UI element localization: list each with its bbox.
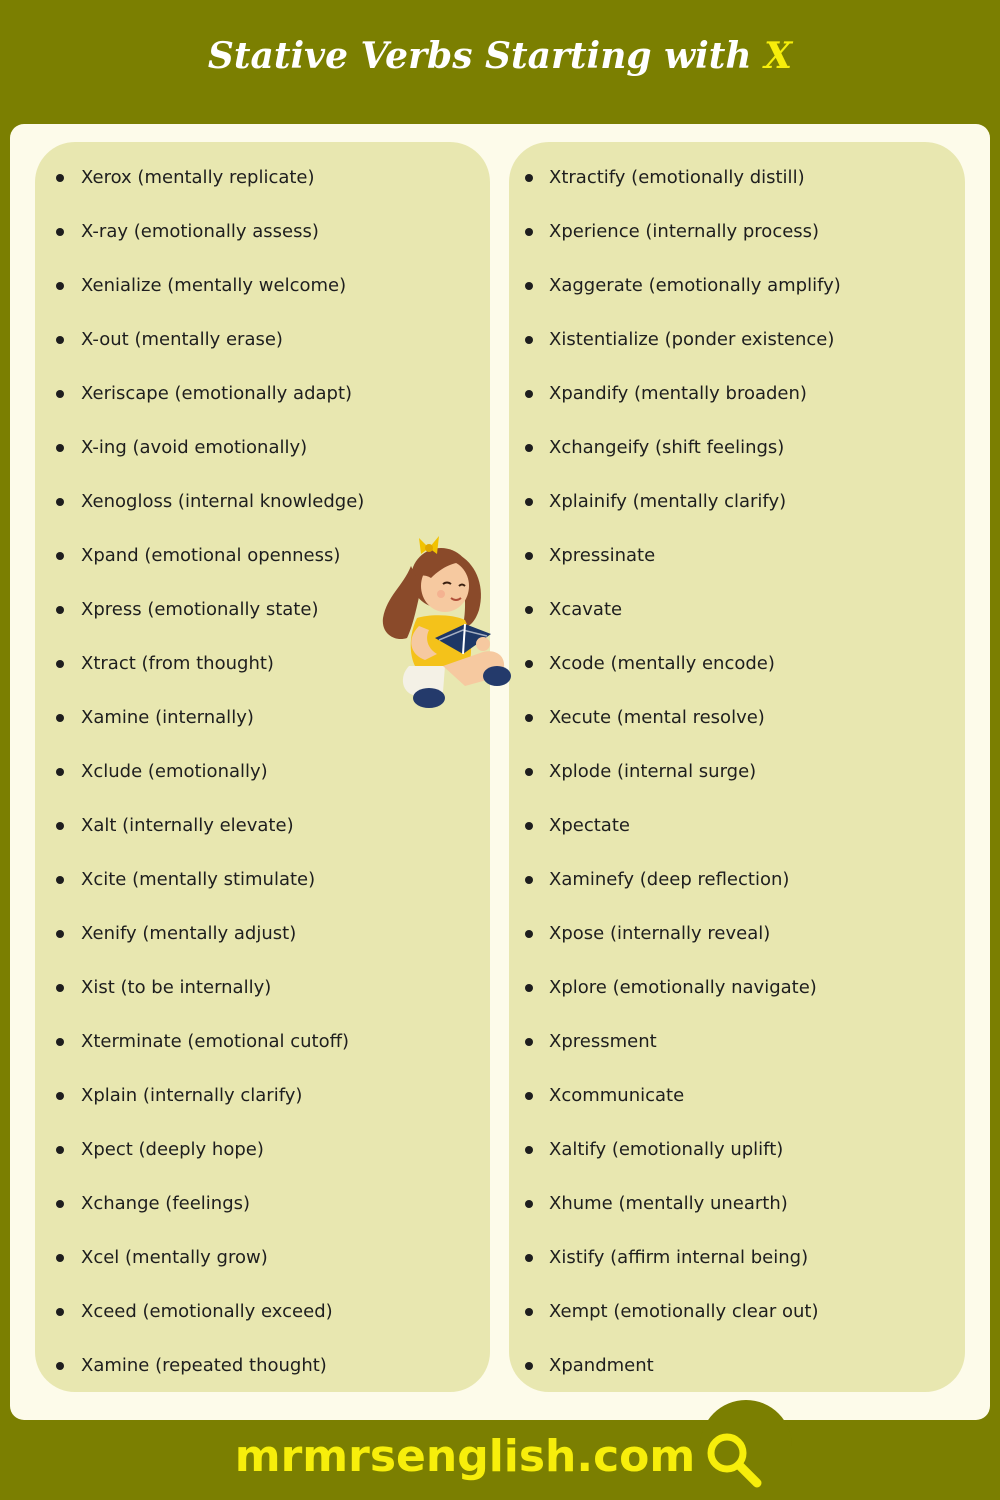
verb-list-item: Xceed (emotionally exceed) (35, 1285, 490, 1339)
verb-list-item: Xplore (emotionally navigate) (509, 961, 965, 1015)
verb-list-item: Xpose (internally reveal) (509, 907, 965, 961)
verb-list-item: Xpressment (509, 1015, 965, 1069)
verb-list-item: Xplainify (mentally clarify) (509, 475, 965, 529)
verb-list-item: Xhume (mentally unearth) (509, 1177, 965, 1231)
verb-list-item: Xpress (emotionally state) (35, 583, 490, 637)
verb-list-item: Xplode (internal surge) (509, 745, 965, 799)
verb-list-item: Xcite (mentally stimulate) (35, 853, 490, 907)
verb-list-item: Xenialize (mentally welcome) (35, 259, 490, 313)
verb-list-item: Xenify (mentally adjust) (35, 907, 490, 961)
title-accent: X (764, 35, 793, 77)
content-card (10, 124, 990, 1420)
verb-list-item: Xperience (internally process) (509, 205, 965, 259)
verb-list-item: Xtractify (emotionally distill) (509, 151, 965, 205)
page-title (0, 8, 1000, 108)
verb-list-item: Xaminefy (deep reflection) (509, 853, 965, 907)
verb-list-item: Xpectate (509, 799, 965, 853)
right-column (509, 142, 965, 1392)
verb-list-item: Xpect (deeply hope) (35, 1123, 490, 1177)
girl-reading-book-icon (373, 526, 523, 711)
verb-list-item: Xamine (internally) (35, 691, 490, 745)
verb-list-item: Xeriscape (emotionally adapt) (35, 367, 490, 421)
verb-list-item: Xplain (internally clarify) (35, 1069, 490, 1123)
verb-list-item: Xpand (emotional openness) (35, 529, 490, 583)
verb-list-item: Xpressinate (509, 529, 965, 583)
verb-list-item: Xaltify (emotionally uplift) (509, 1123, 965, 1177)
verb-list-item: Xenogloss (internal knowledge) (35, 475, 490, 529)
verb-list-item: Xistify (affirm internal being) (509, 1231, 965, 1285)
verb-list-item: Xterminate (emotional cutoff) (35, 1015, 490, 1069)
verb-list-item: Xpandment (509, 1339, 965, 1393)
verb-list-item: Xchange (feelings) (35, 1177, 490, 1231)
left-verb-list (35, 151, 490, 1393)
verb-list-item: Xcavate (509, 583, 965, 637)
verb-list-item: Xaggerate (emotionally amplify) (509, 259, 965, 313)
title-main: Stative Verbs Starting with (207, 35, 765, 77)
verb-list-item: Xcommunicate (509, 1069, 965, 1123)
verb-list-item: Xist (to be internally) (35, 961, 490, 1015)
magnifier-icon (701, 1427, 765, 1491)
verb-list-item: Xtract (from thought) (35, 637, 490, 691)
verb-list-item: Xalt (internally elevate) (35, 799, 490, 853)
verb-list-item: Xpandify (mentally broaden) (509, 367, 965, 421)
verb-list-item: X-out (mentally erase) (35, 313, 490, 367)
verb-list-item: Xcel (mentally grow) (35, 1231, 490, 1285)
right-verb-list (509, 151, 965, 1393)
verb-list-item: Xcode (mentally encode) (509, 637, 965, 691)
left-column (35, 142, 490, 1392)
verb-list-item: Xistentialize (ponder existence) (509, 313, 965, 367)
verb-list-item: X-ing (avoid emotionally) (35, 421, 490, 475)
site-footer[interactable] (0, 1424, 1000, 1494)
verb-list-item: Xerox (mentally replicate) (35, 151, 490, 205)
verb-list-item: Xclude (emotionally) (35, 745, 490, 799)
verb-list-item: X-ray (emotionally assess) (35, 205, 490, 259)
verb-list-item: Xamine (repeated thought) (35, 1339, 490, 1393)
verb-list-item: Xempt (emotionally clear out) (509, 1285, 965, 1339)
verb-list-item: Xecute (mental resolve) (509, 691, 965, 745)
site-url[interactable]: mrmrsenglish.com (234, 1431, 696, 1482)
verb-list-item: Xchangeify (shift feelings) (509, 421, 965, 475)
